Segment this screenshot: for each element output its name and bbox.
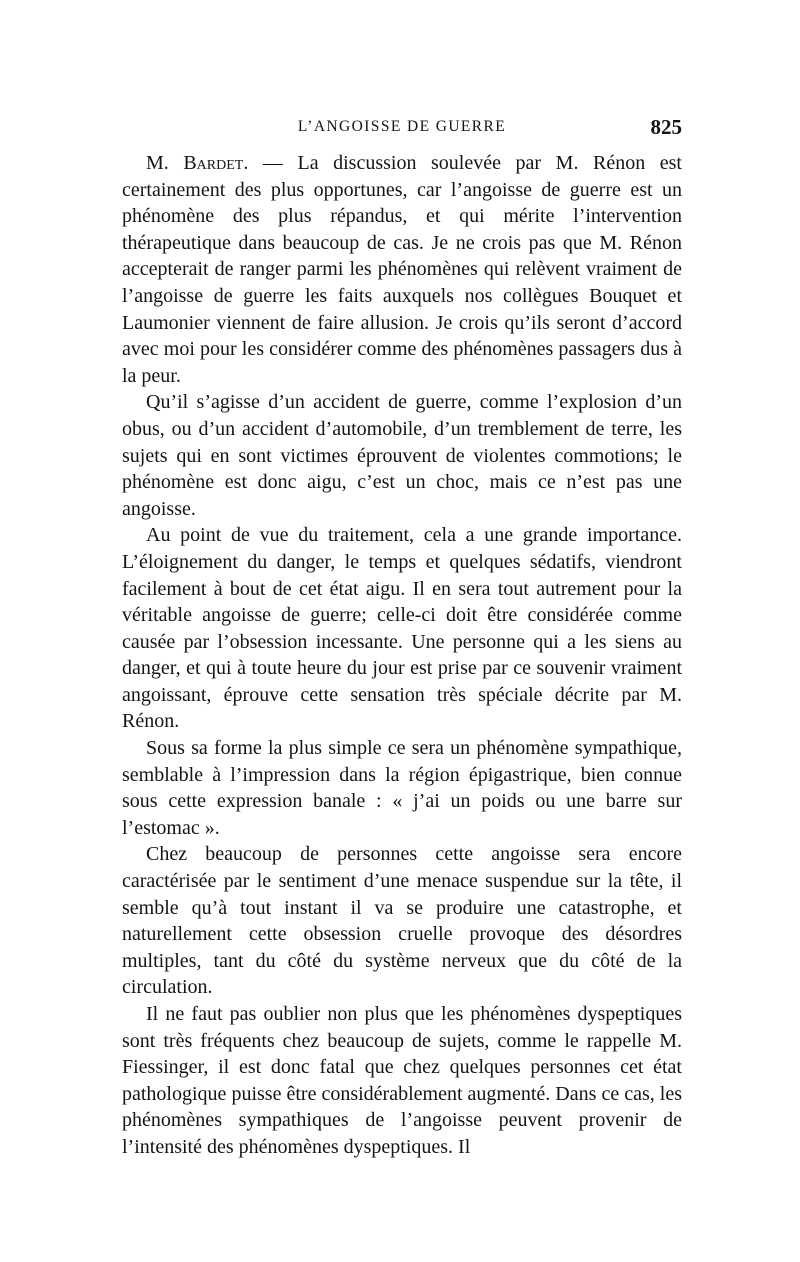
page-header: [122, 113, 682, 141]
paragraph-text: — La discussion soulevée par M. Rénon est certainement des plus opportunes, car l’angoisse de guerre est un phénomène des plus répandus, et qui mérite l’intervention thérapeutique dans beaucoup de cas. Je ne crois pas que M. Rénon accepterait de ranger parmi les phénomènes qui relèvent vraiment de l’angoisse de guerre les faits auxquels nos collègues Bouquet et Laumonier viennent de faire allusion. Je crois qu’ils seront d’accord avec moi pour les considérer comme des phénomènes passagers dus à la peur.: [122, 152, 682, 387]
paragraph: Au point de vue du traitement, cela a une grande importance. L’éloignement du danger, le temps et quelques sédatifs, viendront facilement à bout de cet état aigu. Il en sera tout autrement pour la véritable angoisse de guerre; celle-ci doit être considérée comme causée par l’obsession incessante. Une personne qui a les siens au danger, et qui à toute heure du jour est prise par ce souvenir vraiment angoissant, éprouve cette sensation très spéciale décrite par M. Rénon.: [122, 524, 682, 733]
paragraph: Il ne faut pas oublier non plus que les phénomènes dyspeptiques sont très fréquents chez beaucoup de sujets, comme le rappelle M. Fiessinger, il est donc fatal que chez quelques personnes cet état pathologique puisse être considérablement augmenté. Dans ce cas, les phénomènes sympathiques de l’angoisse peuvent provenir de l’intensité des phénomènes dyspeptiques. Il: [122, 1003, 682, 1158]
paragraph: Chez beaucoup de personnes cette angoisse sera encore caractérisée par le sentiment d’une menace suspendue sur la tête, il semble qu’à tout instant il va se produire une catastrophe, et naturellement cette obsession cruelle provoque des désordres multiples, tant du côté du système nerveux que du côté de la circulation.: [122, 843, 682, 999]
paragraph: Qu’il s’agisse d’un accident de guerre, comme l’explosion d’un obus, ou d’un accident d’automobile, d’un tremblement de terre, les sujets qui en sont victimes éprouvent de violentes commotions; le phénomène est donc aigu, c’est un choc, mais ce n’est pas une angoisse.: [122, 391, 682, 520]
paragraph: [122, 150, 682, 389]
page-number: 825: [650, 115, 682, 139]
paragraph: Sous sa forme la plus simple ce sera un phénomène sympathique, semblable à l’impression dans la région épigastrique, bien connue sous cette expression banale : « j’ai un poids ou une barre sur l’estomac ».: [122, 737, 682, 839]
page-body: [122, 150, 682, 1161]
running-title: L’ANGOISSE DE GUERRE: [297, 118, 507, 135]
speaker-name: M. Bardet.: [146, 152, 249, 174]
